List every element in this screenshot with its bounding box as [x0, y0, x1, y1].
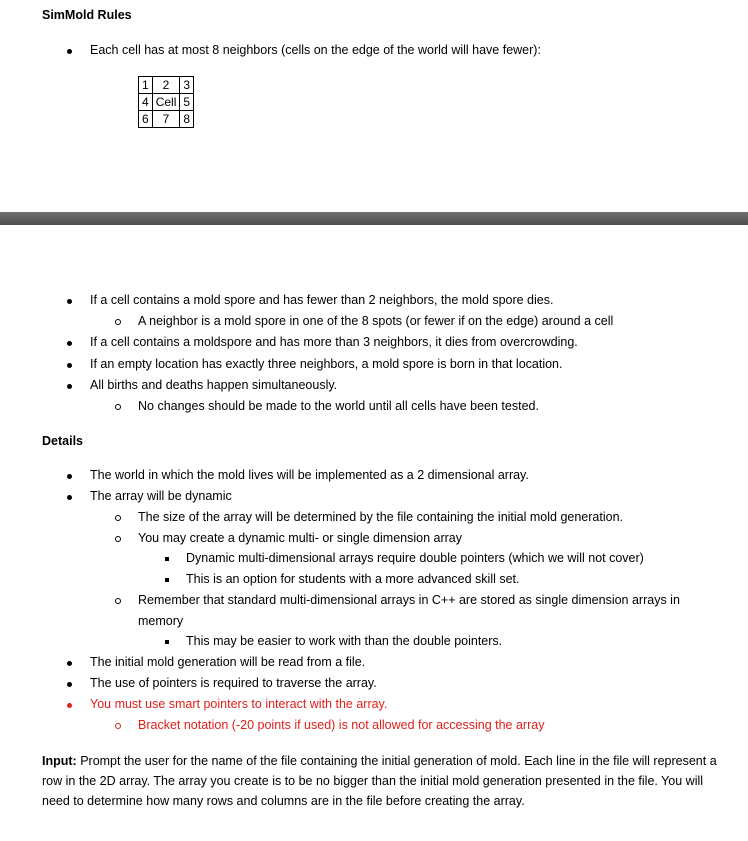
- details-heading: Details: [42, 434, 83, 448]
- grid-row: [139, 77, 194, 94]
- rule-text: All births and deaths happen simultaneously.: [90, 378, 338, 392]
- intro-bullet-text: Each cell has at most 8 neighbors (cells on the edge of the world will have fewer):: [90, 43, 541, 57]
- rule-text: If an empty location has exactly three neighbors, a mold spore is born in that location.: [90, 357, 563, 371]
- page-title: SimMold Rules: [42, 8, 132, 22]
- rule-subtext: A neighbor is a mold spore in one of the 8 spots (or fewer if on the edge) around a cell: [138, 314, 614, 328]
- sub-bullet-icon: [115, 515, 121, 521]
- detail-subtext-continuation: memory: [138, 614, 184, 628]
- grid-cell: 8: [180, 111, 194, 128]
- detail-subtext: The size of the array will be determined by the file containing the initial mold generation.: [138, 510, 623, 524]
- detail-text: The world in which the mold lives will be implemented as a 2 dimensional array.: [90, 468, 529, 482]
- bullet-icon: [67, 341, 72, 346]
- grid-cell: 7: [152, 111, 180, 128]
- grid-cell: 1: [139, 77, 153, 94]
- bullet-icon: [67, 495, 72, 500]
- page-separator: [0, 212, 748, 225]
- detail-subtext: Remember that standard multi-dimensional arrays in C++ are stored as single dimension arrays in: [138, 593, 680, 607]
- bullet-icon: [67, 363, 72, 368]
- sub-bullet-icon: [115, 598, 121, 604]
- rule-text: If a cell contains a mold spore and has fewer than 2 neighbors, the mold spore dies.: [90, 293, 554, 307]
- grid-cell: 3: [180, 77, 194, 94]
- grid-row: [139, 94, 194, 111]
- sub-bullet-icon: [115, 404, 121, 410]
- grid-cell: Cell: [152, 94, 180, 111]
- sub-bullet-icon: [115, 536, 121, 542]
- detail-subsubtext: Dynamic multi-dimensional arrays require double pointers (which we will not cover): [186, 551, 644, 565]
- detail-text: The initial mold generation will be read from a file.: [90, 655, 366, 669]
- bullet-icon: [67, 299, 72, 304]
- square-bullet-icon: [165, 557, 169, 561]
- detail-subsubtext: This is an option for students with a more advanced skill set.: [186, 572, 520, 586]
- neighbor-grid: [138, 76, 194, 128]
- detail-text-highlight: You must use smart pointers to interact with the array.: [90, 697, 388, 711]
- square-bullet-icon: [165, 640, 169, 644]
- sub-bullet-icon: [115, 319, 121, 325]
- bullet-icon: [67, 703, 72, 708]
- bullet-icon: [67, 682, 72, 687]
- sub-bullet-icon: [115, 723, 121, 729]
- bullet-icon: [67, 49, 72, 54]
- detail-subtext: You may create a dynamic multi- or single dimension array: [138, 531, 462, 545]
- rule-subtext: No changes should be made to the world until all cells have been tested.: [138, 399, 539, 413]
- detail-subtext-highlight: Bracket notation (-20 points if used) is not allowed for accessing the array: [138, 718, 545, 732]
- rule-text: If a cell contains a moldspore and has more than 3 neighbors, it dies from overcrowding.: [90, 335, 578, 349]
- grid-cell: 5: [180, 94, 194, 111]
- square-bullet-icon: [165, 578, 169, 582]
- detail-text: The array will be dynamic: [90, 489, 232, 503]
- bullet-icon: [67, 384, 72, 389]
- input-text: Prompt the user for the name of the file containing the initial generation of mold. Each line in the file will represent a row in the 2D array. The array you create is to be no bigger than the initial mold generation presented in the file. You will need to determine how many rows and columns are in the file before creating the array.: [42, 754, 717, 808]
- bullet-icon: [67, 661, 72, 666]
- input-label: Input:: [42, 754, 77, 768]
- detail-subsubtext: This may be easier to work with than the double pointers.: [186, 634, 503, 648]
- detail-text: The use of pointers is required to traverse the array.: [90, 676, 377, 690]
- bullet-icon: [67, 474, 72, 479]
- grid-cell: 2: [152, 77, 180, 94]
- grid-cell: 6: [139, 111, 153, 128]
- grid-row: [139, 111, 194, 128]
- grid-cell: 4: [139, 94, 153, 111]
- input-paragraph: [42, 751, 732, 811]
